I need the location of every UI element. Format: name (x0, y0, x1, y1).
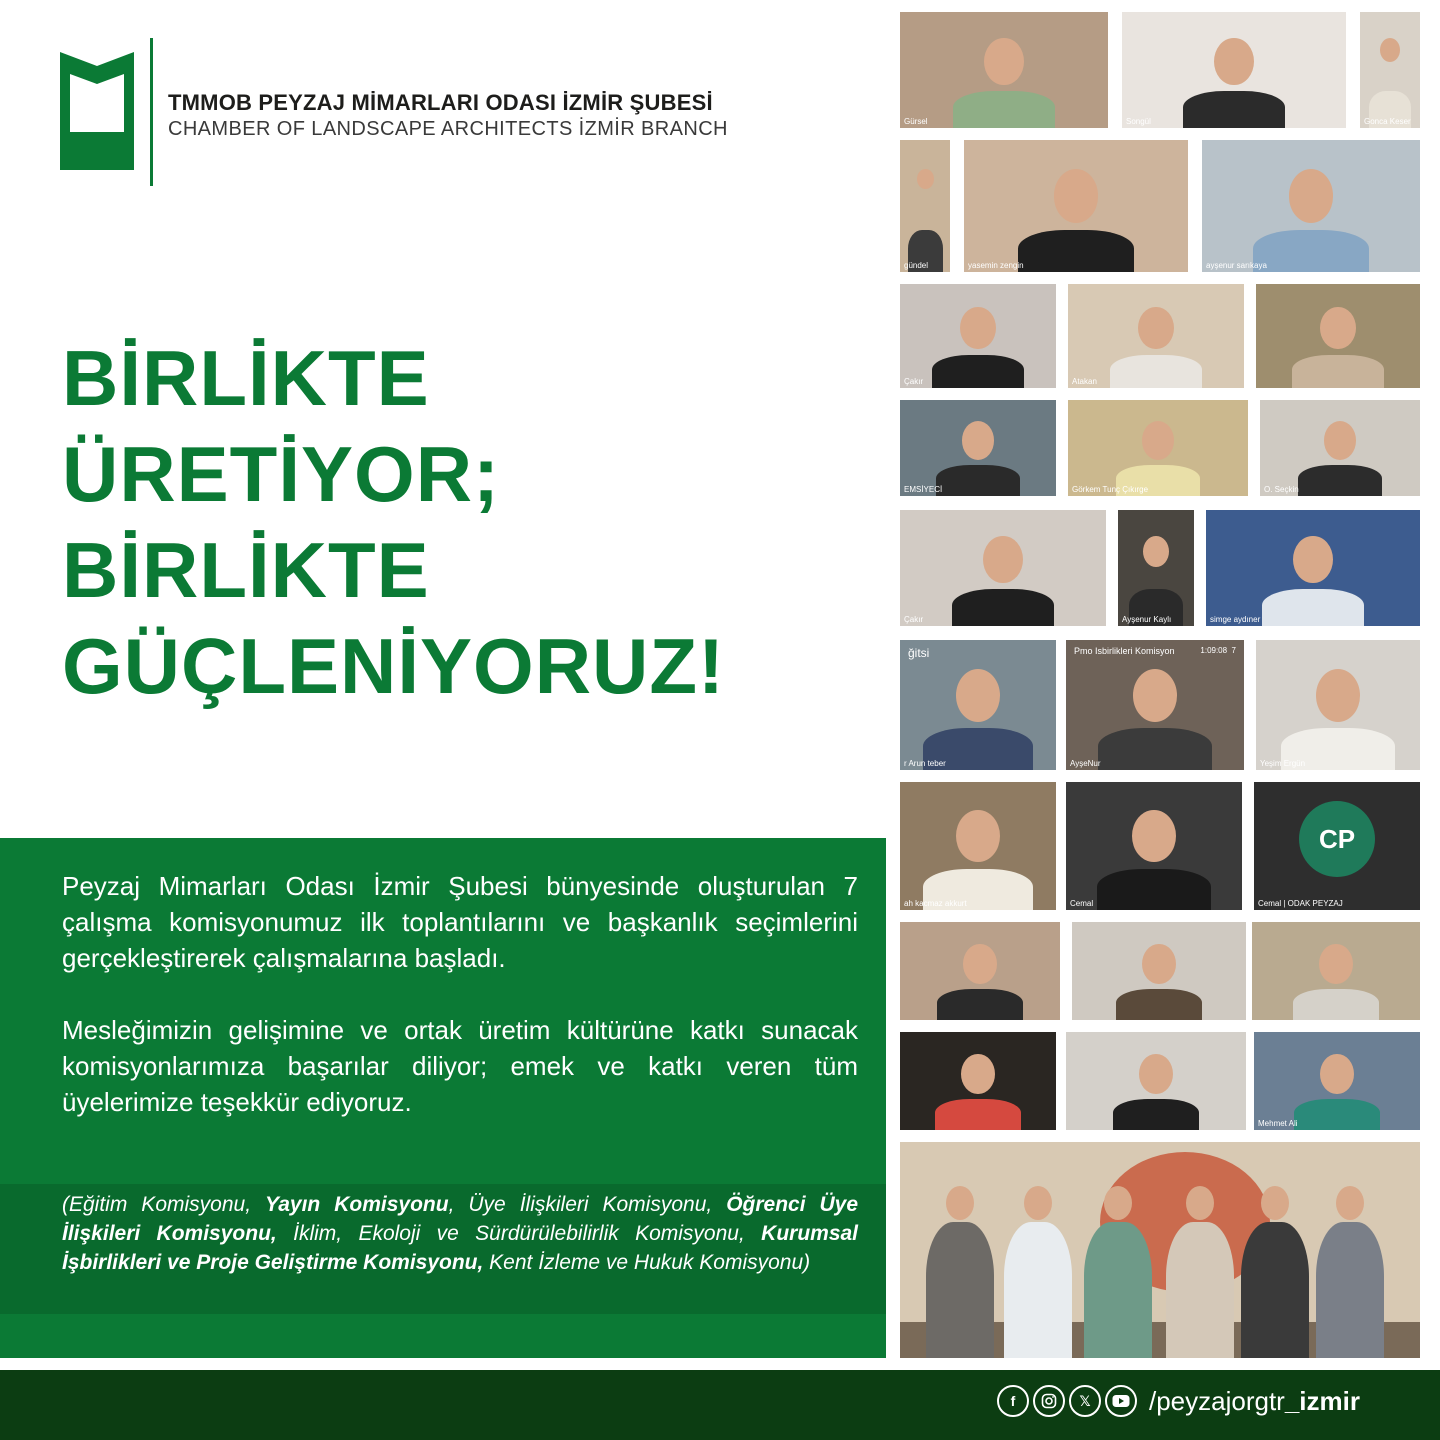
person-body (1018, 230, 1135, 272)
participant-video-tile (1066, 1032, 1246, 1130)
committee-urban-law: Kent İzleme ve Hukuk Komisyonu (489, 1251, 804, 1274)
person-head (956, 810, 1000, 862)
person-head (1142, 944, 1175, 984)
person-head (1024, 1186, 1052, 1220)
separator: , (738, 1222, 762, 1245)
separator (277, 1222, 293, 1245)
participant-name-label: Cemal | ODAK PEYZAJ (1258, 899, 1343, 908)
separator: , (448, 1193, 469, 1216)
person-head (1142, 421, 1175, 460)
body-paragraph-2: Mesleğimizin gelişimine ve ortak üretim kültürüne katkı sunacak komisyonlarımıza başarılar diliyor; emek ve katkı veren tüm üyelerimize teşekkür ediyoruz. (62, 1015, 858, 1117)
participant-video-tile (1202, 140, 1420, 272)
person-head (1320, 307, 1355, 349)
person-head (1324, 421, 1357, 460)
headline (62, 330, 862, 714)
person-body (952, 589, 1055, 626)
person-head (1054, 169, 1099, 223)
chamber-logo-icon (60, 52, 134, 170)
participant-video-tile (1072, 922, 1246, 1020)
participant-count: 7 (1231, 646, 1236, 655)
participant-name-label: AyşeNur (1070, 759, 1101, 768)
headline-line-1: BİRLİKTE (62, 334, 430, 422)
person-head (1143, 536, 1169, 567)
person-body (1097, 869, 1210, 910)
participant-video-tile (1068, 284, 1244, 388)
person-body (1253, 230, 1370, 272)
person-head (917, 169, 934, 189)
participant-video-tile (1254, 782, 1420, 910)
person-body (936, 465, 1021, 496)
group-photo (900, 1142, 1420, 1358)
logo-divider (150, 38, 153, 186)
participant-name-label: Mehmet Ali (1258, 1119, 1298, 1128)
participant-name-label: yasemin zengin (968, 261, 1024, 270)
person-body (1316, 1222, 1384, 1358)
person-body (953, 91, 1056, 128)
person-body (1292, 355, 1384, 388)
participant-video-tile (900, 640, 1056, 770)
person-head (1380, 38, 1400, 62)
person-head (1186, 1186, 1214, 1220)
participant-video-tile (900, 782, 1056, 910)
meeting-timer (1200, 646, 1236, 655)
separator: , (706, 1193, 727, 1216)
person-head (956, 669, 1000, 722)
participant-name-label: r Arun teber (904, 759, 946, 768)
participant-name-label: Ayşenur Kaylı (1122, 615, 1172, 624)
participant-video-tile (1122, 12, 1346, 128)
person-body (1166, 1222, 1234, 1358)
participant-video-tile (964, 140, 1188, 272)
participant-video-tile (900, 1032, 1056, 1130)
committee-education: Eğitim Komisyonu (69, 1193, 246, 1216)
committee-publication: Yayın Komisyonu (265, 1193, 449, 1216)
org-logo (60, 38, 760, 188)
person-body (1084, 1222, 1152, 1358)
person-head (1319, 944, 1352, 984)
meeting-collage (900, 12, 1420, 1358)
body-paragraph-1: Peyzaj Mimarları Odası İzmir Şubesi bünyesinde oluşturulan 7 çalışma komisyonumuz ilk toplantılarını ve başkanlık seçimlerini gerçekleştirerek çalışmalarına başladı. (62, 871, 858, 973)
person-head (1104, 1186, 1132, 1220)
participant-name-label: Görkem Tunç Çıkırge (1072, 485, 1149, 494)
person-body (1294, 1099, 1381, 1130)
participant-name-label: ayşenur sarıkaya (1206, 261, 1267, 270)
participant-video-tile (1118, 510, 1194, 626)
person-head (983, 536, 1022, 583)
facebook-icon[interactable]: f (997, 1385, 1029, 1417)
org-name-turkish: TMMOB PEYZAJ MİMARLARI ODASI İZMİR ŞUBESİ (168, 90, 713, 115)
separator: , (245, 1193, 266, 1216)
person-head (1289, 169, 1334, 223)
participant-video-tile (1360, 12, 1420, 128)
person-head (960, 307, 995, 349)
committee-list (62, 1190, 858, 1277)
person-head (1214, 38, 1253, 85)
headline-line-3: BİRLİKTE (62, 526, 430, 614)
meeting-time: 1:09:08 (1200, 646, 1228, 655)
youtube-icon[interactable] (1105, 1385, 1137, 1417)
participant-name-label: O. Seçkin (1264, 485, 1299, 494)
committee-member-relations: Üye İlişkileri Komisyonu (468, 1193, 707, 1216)
person-head (1133, 669, 1177, 722)
person-head (1336, 1186, 1364, 1220)
person-body (1241, 1222, 1309, 1358)
paren-close: ) (803, 1251, 811, 1274)
person-body (932, 355, 1024, 388)
participant-video-tile (1260, 400, 1420, 496)
participant-video-tile (900, 12, 1108, 128)
participant-name-label: Cemal (1070, 899, 1094, 908)
committee-student-relations: Öğrenci Üye İlişkileri Komisyonu, (62, 1193, 859, 1245)
person-body (1004, 1222, 1072, 1358)
person-head (1138, 307, 1173, 349)
paren-open: ( (62, 1193, 69, 1216)
committee-climate: İklim, Ekoloji ve Sürdürülebilirlik Komisyonu (293, 1222, 739, 1245)
social-handle[interactable] (1149, 1386, 1360, 1417)
person-head (962, 421, 995, 460)
headline-line-4: GÜÇLENİYORUZ! (62, 622, 725, 710)
announcement-body (62, 868, 858, 1156)
person-head (963, 944, 996, 984)
participant-video-tile (1256, 284, 1420, 388)
participant-name-label: EMSİYECİ (904, 485, 943, 494)
person-head (961, 1054, 994, 1094)
participant-video-tile (1252, 922, 1420, 1020)
participant-name-label: Yeşim Ergün (1260, 759, 1306, 768)
participant-video-tile (1066, 640, 1244, 770)
participant-name-label: simge aydıner (1210, 615, 1261, 624)
handle-prefix: /peyzajorgtr (1149, 1385, 1285, 1416)
participant-name-label: Gonca Keser (1364, 117, 1411, 126)
participant-name-label: gündel (904, 261, 929, 270)
handle-suffix: _izmir (1284, 1385, 1360, 1416)
participant-video-tile (1068, 400, 1248, 496)
participant-video-tile (900, 140, 950, 272)
person-body (926, 1222, 994, 1358)
person-body (1116, 989, 1203, 1020)
person-body (935, 1099, 1022, 1130)
person-body (1110, 355, 1202, 388)
person-body (1098, 728, 1213, 770)
participant-video-tile (1254, 1032, 1420, 1130)
participant-video-tile (900, 284, 1056, 388)
social-links (997, 1385, 1360, 1417)
person-body (1293, 989, 1380, 1020)
person-head (1293, 536, 1332, 583)
participant-name-label: Çakır (904, 615, 924, 624)
person-body (1262, 589, 1365, 626)
participant-video-tile (1256, 640, 1420, 770)
participant-name-label: ah kacmaz akkurt (904, 899, 967, 908)
participant-name-label: Songül (1126, 117, 1151, 126)
person-head (1261, 1186, 1289, 1220)
person-body (937, 989, 1024, 1020)
participant-video-tile (1206, 510, 1420, 626)
instagram-icon[interactable] (1033, 1385, 1065, 1417)
participant-name-label: Gürsel (904, 117, 928, 126)
person-body (1183, 91, 1286, 128)
footer-bar (0, 1370, 1440, 1440)
tile-top-label: ğitsi (908, 646, 930, 660)
committee-partnerships: Kurumsal İşbirlikleri ve Proje Geliştirme Komisyonu, (62, 1222, 859, 1274)
participant-avatar: CP (1299, 801, 1375, 877)
participant-video-tile (900, 510, 1106, 626)
person-body (1113, 1099, 1200, 1130)
person-head (1320, 1054, 1353, 1094)
person-head (1132, 810, 1176, 862)
org-name-english: CHAMBER OF LANDSCAPE ARCHITECTS İZMİR BRANCH (168, 118, 728, 140)
x-icon[interactable]: 𝕏 (1069, 1385, 1101, 1417)
person-head (1139, 1054, 1172, 1094)
person-head (946, 1186, 974, 1220)
participant-name-label: Çakır (904, 377, 924, 386)
person-body (1298, 465, 1383, 496)
headline-line-2: ÜRETİYOR; (62, 430, 500, 518)
participant-name-label: Atakan (1072, 377, 1097, 386)
participant-video-tile (900, 922, 1060, 1020)
participant-video-tile (1066, 782, 1242, 910)
person-head (1316, 669, 1360, 722)
participant-video-tile (900, 400, 1056, 496)
person-head (984, 38, 1023, 85)
meeting-title: Pmo Isbirlikleri Komisyon (1074, 646, 1175, 656)
